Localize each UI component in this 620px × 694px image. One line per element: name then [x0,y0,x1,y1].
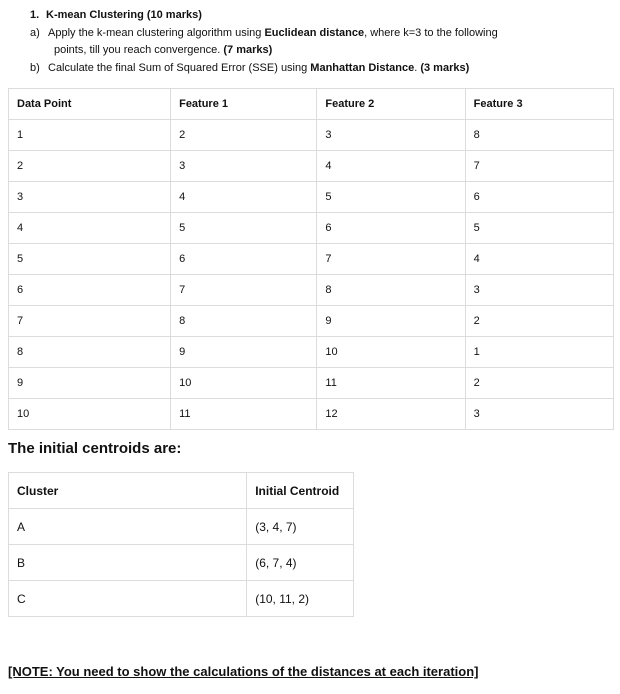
cell-data-point: 5 [9,244,171,275]
data-table-header-row [9,89,614,120]
cell-feature-2: 3 [317,120,465,151]
question-title-line [30,8,202,22]
part-a-line-2-text: points, till you reach convergence. [54,44,224,56]
cell-feature-1: 8 [171,306,317,337]
cell-cluster: C [9,581,247,617]
centroid-table-header-row [9,473,354,509]
table-row [9,337,614,368]
cell-data-point: 6 [9,275,171,306]
header-feature-2: Feature 2 [317,89,465,120]
cell-feature-2: 11 [317,368,465,399]
cell-data-point: 9 [9,368,171,399]
header-feature-3: Feature 3 [465,89,613,120]
centroids-heading: The initial centroids are: [8,440,182,457]
part-a-bold: Euclidean distance [264,27,365,39]
header-initial-centroid: Initial Centroid [247,473,354,509]
cell-feature-2: 5 [317,182,465,213]
cell-feature-3: 5 [465,213,613,244]
initial-centroids-table [8,472,354,617]
part-a-text-2: , where k=3 to the following [364,27,498,39]
cell-feature-3: 8 [465,120,613,151]
cell-feature-2: 10 [317,337,465,368]
data-points-table [8,88,614,430]
part-a-text-1: Apply the k-mean clustering algorithm using [48,27,265,39]
part-a-line-2 [54,43,272,57]
cell-feature-3: 4 [465,244,613,275]
cell-data-point: 1 [9,120,171,151]
cell-feature-1: 5 [171,213,317,244]
cell-data-point: 8 [9,337,171,368]
cell-feature-2: 4 [317,151,465,182]
cell-feature-2: 9 [317,306,465,337]
cell-cluster: A [9,509,247,545]
table-row [9,213,614,244]
cell-feature-1: 10 [171,368,317,399]
part-b-text-1: Calculate the final Sum of Squared Error (SSE) using [48,62,311,74]
cell-feature-3: 6 [465,182,613,213]
cell-feature-1: 9 [171,337,317,368]
cell-feature-1: 6 [171,244,317,275]
table-row [9,151,614,182]
header-cluster: Cluster [9,473,247,509]
cell-feature-2: 7 [317,244,465,275]
part-b-bold: Manhattan Distance [310,62,415,74]
cell-data-point: 7 [9,306,171,337]
cell-feature-3: 3 [465,275,613,306]
cell-data-point: 2 [9,151,171,182]
table-row [9,399,614,430]
cell-data-point: 3 [9,182,171,213]
cell-cluster: B [9,545,247,581]
part-b-marks: (3 marks) [420,62,470,74]
cell-centroid: (6, 7, 4) [247,545,354,581]
part-b-label: b) [30,62,40,74]
cell-feature-3: 1 [465,337,613,368]
table-row [9,275,614,306]
cell-feature-3: 3 [465,399,613,430]
cell-feature-1: 11 [171,399,317,430]
cell-feature-3: 2 [465,306,613,337]
question-title: K-mean Clustering (10 marks) [46,9,202,21]
part-a-label: a) [30,27,40,39]
table-row [9,368,614,399]
cell-feature-1: 7 [171,275,317,306]
header-data-point: Data Point [9,89,171,120]
table-row [9,581,354,617]
table-row [9,545,354,581]
cell-feature-3: 7 [465,151,613,182]
question-number: 1. [30,9,40,21]
table-row [9,182,614,213]
part-a-marks: (7 marks) [223,44,273,56]
table-row [9,306,614,337]
cell-data-point: 4 [9,213,171,244]
part-b-text-2: . [414,62,421,74]
table-row [9,509,354,545]
cell-centroid: (10, 11, 2) [247,581,354,617]
table-row [9,120,614,151]
cell-data-point: 10 [9,399,171,430]
cell-centroid: (3, 4, 7) [247,509,354,545]
cell-feature-1: 2 [171,120,317,151]
header-feature-1: Feature 1 [171,89,317,120]
part-b-line [30,61,469,75]
note-text: [NOTE: You need to show the calculations of the distances at each iteration] [8,664,479,679]
cell-feature-1: 4 [171,182,317,213]
cell-feature-3: 2 [465,368,613,399]
cell-feature-2: 8 [317,275,465,306]
cell-feature-2: 6 [317,213,465,244]
cell-feature-1: 3 [171,151,317,182]
table-row [9,244,614,275]
cell-feature-2: 12 [317,399,465,430]
part-a-line-1 [30,26,498,40]
